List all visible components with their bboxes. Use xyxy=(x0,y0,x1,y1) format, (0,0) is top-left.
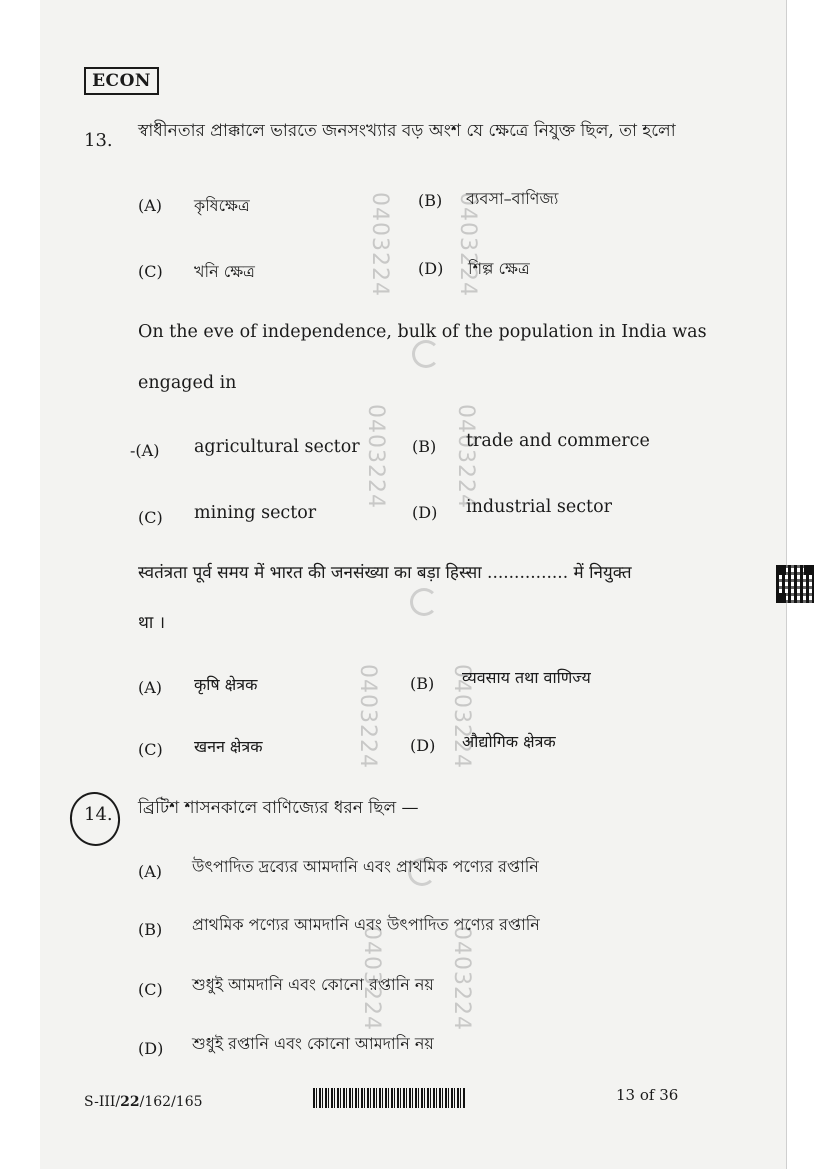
option-label: (D) xyxy=(410,736,436,755)
option-text: ব্যবসা–বাণিজ্য xyxy=(466,189,559,208)
option-text: व्यवसाय तथा वाणिज्य xyxy=(462,668,591,687)
question-number: 14. xyxy=(84,804,113,825)
option-text: শুধুই আমদানি এবং কোনো রপ্তানি নয় xyxy=(192,975,434,994)
option-text: खनन क्षेत्रक xyxy=(194,737,263,756)
watermark-serial: 0403224 xyxy=(367,192,392,297)
watermark-serial: 0403224 xyxy=(449,664,474,769)
option-label: -(A) xyxy=(130,441,160,460)
watermark-serial: 0403224 xyxy=(449,926,474,1031)
option-label: (A) xyxy=(138,862,163,881)
watermark-serial: 0403224 xyxy=(359,926,384,1031)
option-text: শিল্প ক্ষেত্র xyxy=(468,259,530,278)
option-text: industrial sector xyxy=(466,497,612,517)
option-text: कृषि क्षेत्रक xyxy=(194,675,258,694)
question-number: 13. xyxy=(84,130,113,151)
watermark-serial: 0403224 xyxy=(453,404,478,509)
option-text: agricultural sector xyxy=(194,437,360,457)
option-text: কৃষিক্ষেত্র xyxy=(194,196,250,215)
option-label: (A) xyxy=(138,196,163,215)
watermark-logo-icon xyxy=(410,588,438,616)
watermark-logo-icon xyxy=(412,340,440,368)
option-text: খনি ক্ষেত্র xyxy=(194,262,255,281)
barcode xyxy=(313,1088,465,1108)
subject-badge: ECON xyxy=(84,67,159,95)
paper-code: S-III/22/162/165 xyxy=(84,1094,203,1110)
question-stem-hindi: स्वतंत्रता पूर्व समय में भारत की जनसंख्या का बड़ा हिस्सा ............... में नियुक्त xyxy=(138,563,632,583)
option-text: trade and commerce xyxy=(466,431,650,451)
question-stem-bengali: ব্রিটিশ শাসনকালে বাণিজ্যের ধরন ছিল — xyxy=(138,798,419,818)
watermark-serial: 0403224 xyxy=(363,404,388,509)
option-text: প্রাথমিক পণ্যের আমদানি এবং উৎপাদিত পণ্যের রপ্তানি xyxy=(192,915,540,934)
option-text: উৎপাদিত দ্রব্যের আমদানি এবং প্রাথমিক পণ্যের রপ্তানি xyxy=(192,857,539,876)
question-stem-english: On the eve of independence, bulk of the population in India was xyxy=(138,322,707,342)
option-label: (B) xyxy=(138,920,163,939)
option-text: औद्योगिक क्षेत्रक xyxy=(462,732,556,751)
option-label: (C) xyxy=(138,508,163,527)
option-label: (D) xyxy=(418,259,444,278)
qr-code xyxy=(776,565,814,603)
option-label: (A) xyxy=(138,678,163,697)
option-label: (C) xyxy=(138,262,163,281)
option-text: mining sector xyxy=(194,503,317,523)
question-stem-bengali: স্বাধীনতার প্রাক্কালে ভারতে জনসংখ্যার বড় অংশ যে ক্ষেত্রে নিযুক্ত ছিল, তা হলো xyxy=(138,121,676,141)
option-label: (B) xyxy=(412,437,437,456)
option-text: শুধুই রপ্তানি এবং কোনো আমদানি নয় xyxy=(192,1034,434,1053)
question-stem-hindi: था । xyxy=(138,613,166,633)
option-label: (D) xyxy=(138,1039,164,1058)
page-number: 13 of 36 xyxy=(616,1086,679,1104)
option-label: (D) xyxy=(412,503,438,522)
watermark-serial: 0403224 xyxy=(455,192,480,297)
option-label: (C) xyxy=(138,980,163,999)
watermark-serial: 0403224 xyxy=(355,664,380,769)
option-label: (B) xyxy=(418,191,443,210)
option-label: (C) xyxy=(138,740,163,759)
option-label: (B) xyxy=(410,674,435,693)
question-stem-english: engaged in xyxy=(138,373,237,393)
